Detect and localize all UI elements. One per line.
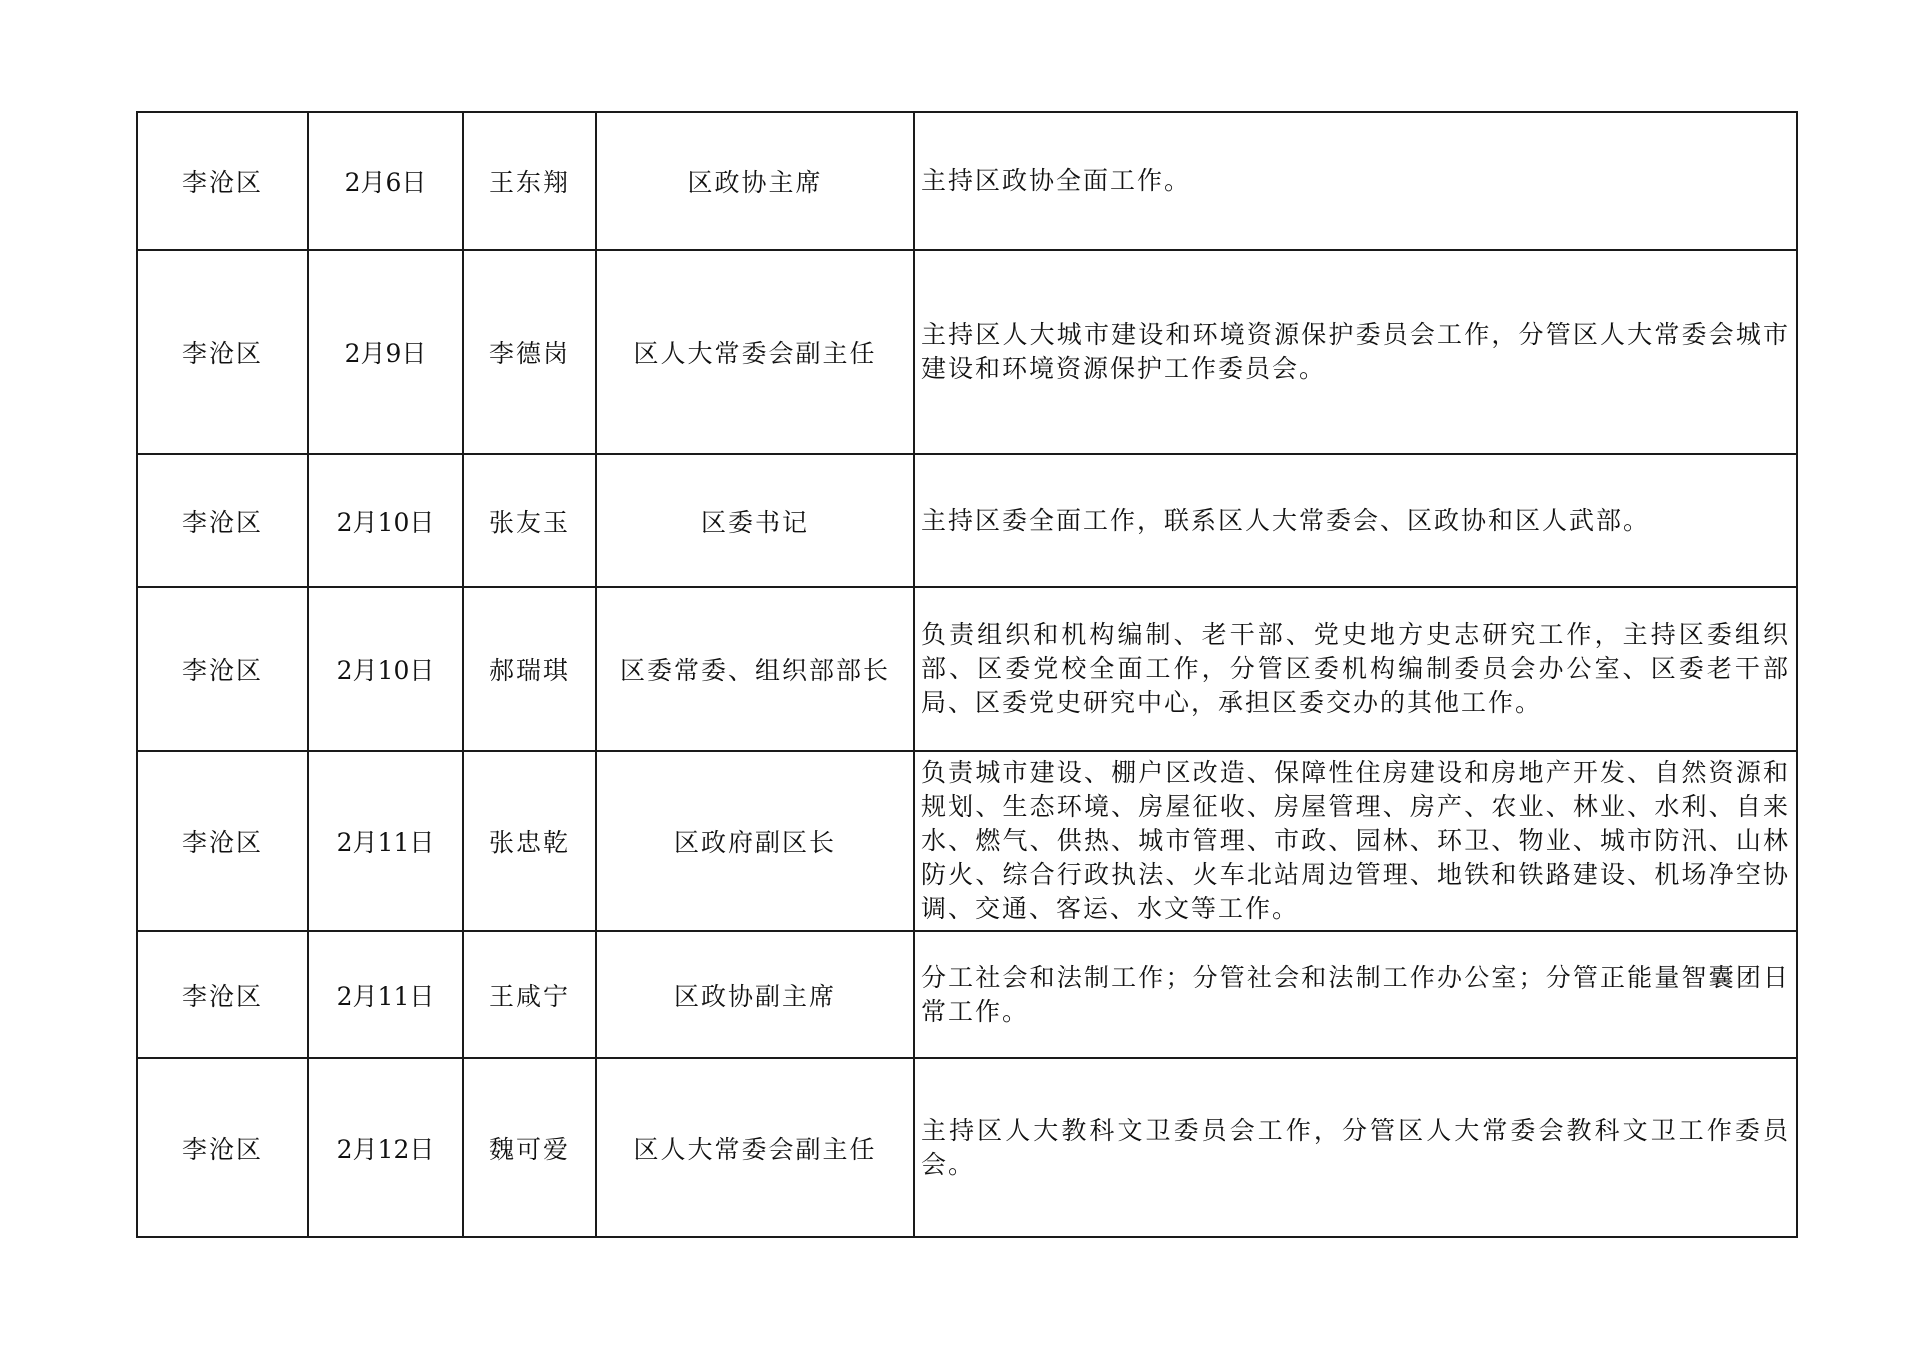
name-cell: 王咸宁 [463,931,596,1058]
table-row [137,587,1797,751]
name-cell: 王东翔 [463,112,596,250]
position-cell: 区人大常委会副主任 [596,250,914,454]
name-cell: 魏可爱 [463,1058,596,1237]
position-cell: 区人大常委会副主任 [596,1058,914,1237]
district-cell: 李沧区 [137,931,308,1058]
date-cell: 2月12日 [308,1058,463,1237]
duty-cell: 主持区人大城市建设和环境资源保护委员会工作，分管区人大常委会城市建设和环境资源保护工作委员会。 [914,250,1797,454]
table-row [137,454,1797,587]
table-row [137,112,1797,250]
table-row [137,1058,1797,1237]
district-cell: 李沧区 [137,250,308,454]
date-cell: 2月10日 [308,454,463,587]
name-cell: 张友玉 [463,454,596,587]
date-cell: 2月11日 [308,931,463,1058]
date-cell: 2月11日 [308,751,463,931]
district-cell: 李沧区 [137,1058,308,1237]
name-cell: 郝瑞琪 [463,587,596,751]
duty-cell: 分工社会和法制工作；分管社会和法制工作办公室；分管正能量智囊团日常工作。 [914,931,1797,1058]
duty-table [136,111,1798,1238]
duty-cell: 主持区政协全面工作。 [914,112,1797,250]
duty-cell: 负责城市建设、棚户区改造、保障性住房建设和房地产开发、自然资源和规划、生态环境、房屋征收、房屋管理、房产、农业、林业、水利、自来水、燃气、供热、城市管理、市政、园林、环卫、物业、城市防汛、山林防火、综合行政执法、火车北站周边管理、地铁和铁路建设、机场净空协调、交通、客运、水文等工作。 [914,751,1797,931]
position-cell: 区委常委、组织部部长 [596,587,914,751]
table-row [137,250,1797,454]
district-cell: 李沧区 [137,751,308,931]
position-cell: 区政协副主席 [596,931,914,1058]
position-cell: 区政协主席 [596,112,914,250]
district-cell: 李沧区 [137,112,308,250]
table-row [137,931,1797,1058]
duty-cell: 主持区人大教科文卫委员会工作，分管区人大常委会教科文卫工作委员会。 [914,1058,1797,1237]
position-cell: 区政府副区长 [596,751,914,931]
duty-cell: 负责组织和机构编制、老干部、党史地方史志研究工作，主持区委组织部、区委党校全面工作，分管区委机构编制委员会办公室、区委老干部局、区委党史研究中心，承担区委交办的其他工作。 [914,587,1797,751]
district-cell: 李沧区 [137,587,308,751]
duty-cell: 主持区委全面工作，联系区人大常委会、区政协和区人武部。 [914,454,1797,587]
date-cell: 2月9日 [308,250,463,454]
date-cell: 2月10日 [308,587,463,751]
name-cell: 李德岗 [463,250,596,454]
position-cell: 区委书记 [596,454,914,587]
table-row [137,751,1797,931]
date-cell: 2月6日 [308,112,463,250]
district-cell: 李沧区 [137,454,308,587]
name-cell: 张忠乾 [463,751,596,931]
